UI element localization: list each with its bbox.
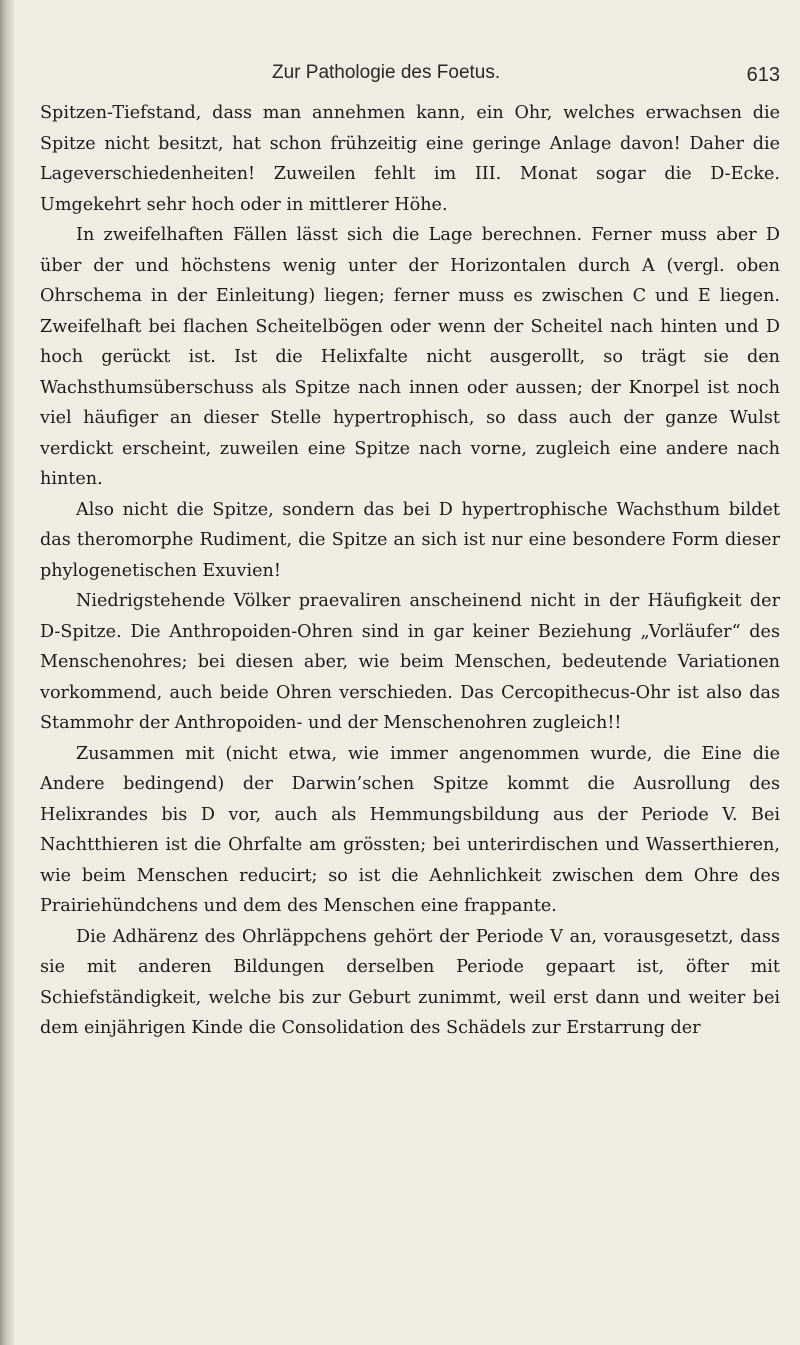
running-head: Zur Pathologie des Foetus. [272,62,501,83]
paragraph-2: In zweifelhaften Fällen lässt sich die Lage berechnen. Ferner muss aber D über der und höchstens wenig unter der Horizontalen durch A (vergl. oben Ohrschema in der Einleitung) liegen; ferner muss es zwischen C und E liegen. Zweifelhaft bei flachen Scheitelbögen oder wenn der Scheitel nach hinten und D hoch gerückt ist. Ist die Helixfalte nicht ausgerollt, so trägt sie den Wachsthumsüberschuss als Spitze nach innen oder aussen; der Knorpel ist noch viel häufiger an dieser Stelle hypertrophisch, so dass auch der ganze Wulst verdickt erscheint, zuweilen eine Spitze nach vorne, zugleich eine andere nach hinten. [40,225,780,489]
paragraph-6: Die Adhärenz des Ohrläppchens gehört der Periode V an, vorausgesetzt, dass sie mit anderen Bildungen derselben Periode gepaart ist, öfter mit Schiefständigkeit, welche bis zur Geburt zunimmt, weil erst dann und weiter bei dem einjährigen Kinde die Consolidation des Schädels zur Erstarrung der [40,926,780,1038]
page-number: 613 [746,64,780,86]
paragraph-5: Zusammen mit (nicht etwa, wie immer angenommen wurde, die Eine die Andere bedingend) der Darwin’schen Spitze kommt die Ausrollung des Helixrandes bis D vor, auch als Hemmungsbildung aus der Periode V. Bei Nachtthieren ist die Ohrfalte am grössten; bei unterirdischen und Wasserthieren, wie beim Menschen reducirt; so ist die Aehnlichkeit zwischen dem Ohre des Prairiehündchens und dem des Menschen eine frappante. [40,743,780,916]
book-page [40,58,780,1044]
page-gutter-shadow [0,0,14,1345]
paragraph-3: Also nicht die Spitze, sondern das bei D hypertrophische Wachsthum bildet das theromorphe Rudiment, die Spitze an sich ist nur eine besondere Form dieser phylogenetischen Exuvien! [40,499,780,581]
paragraph-1: Spitzen-Tiefstand, dass man annehmen kann, ein Ohr, welches erwachsen die Spitze nicht besitzt, hat schon frühzeitig eine geringe Anlage davon! Daher die Lageverschiedenheiten! Zuweilen fehlt im III. Monat sogar die D-Ecke. Umgekehrt sehr hoch oder in mittlerer Höhe. [40,103,780,215]
page-header [40,58,780,98]
body-text [40,98,780,1044]
paragraph-4: Niedrigstehende Völker praevaliren anscheinend nicht in der Häufigkeit der D-Spitze. Die Anthropoiden-Ohren sind in gar keiner Beziehung „Vorläufer“ des Menschenohres; bei diesen aber, wie beim Menschen, bedeutende Variationen vorkommend, auch beide Ohren verschieden. Das Cercopithecus-Ohr ist also das Stammohr der Anthropoiden- und der Menschenohren zugleich!! [40,591,780,733]
